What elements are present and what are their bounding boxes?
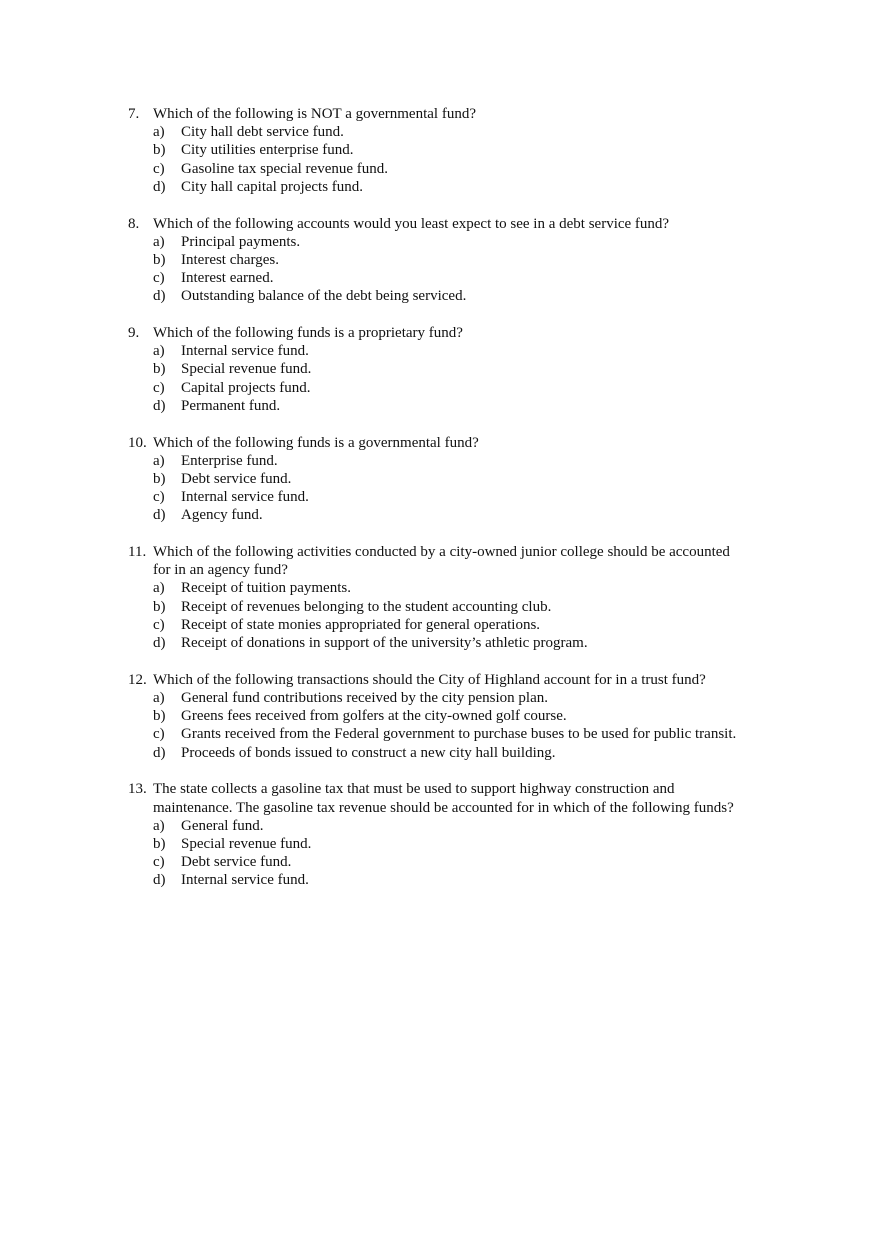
choice-letter: a) bbox=[153, 452, 165, 469]
question-text: Which of the following accounts would you least expect to see in a debt service fund? bbox=[153, 215, 670, 232]
choice-text: City utilities enterprise fund. bbox=[181, 142, 354, 159]
choice-a bbox=[153, 123, 748, 141]
choice-text: Enterprise fund. bbox=[181, 452, 278, 469]
choice-list bbox=[128, 452, 748, 525]
question-stem bbox=[128, 215, 748, 233]
choice-letter: c) bbox=[153, 489, 165, 506]
question-number: 9. bbox=[128, 325, 140, 342]
choice-text: Internal service fund. bbox=[181, 872, 309, 889]
choice-a bbox=[153, 579, 748, 597]
choice-list bbox=[128, 342, 748, 415]
question-text: Which of the following funds is a governmental fund? bbox=[153, 434, 479, 451]
choice-a bbox=[153, 452, 748, 470]
choice-letter: a) bbox=[153, 124, 165, 141]
choice-b bbox=[153, 470, 748, 488]
question-list bbox=[128, 105, 748, 908]
question-11 bbox=[128, 543, 748, 652]
choice-text: City hall capital projects fund. bbox=[181, 178, 364, 195]
choice-letter: a) bbox=[153, 817, 165, 834]
choice-d bbox=[153, 506, 748, 524]
choice-letter: d) bbox=[153, 507, 166, 524]
choice-text: Internal service fund. bbox=[181, 489, 309, 506]
question-12 bbox=[128, 671, 748, 762]
choice-letter: c) bbox=[153, 379, 165, 396]
choice-c bbox=[153, 488, 748, 506]
question-number: 10. bbox=[128, 434, 147, 451]
choice-b bbox=[153, 141, 748, 159]
choice-list bbox=[128, 579, 748, 652]
choice-letter: c) bbox=[153, 160, 165, 177]
question-text: Which of the following funds is a proprietary fund? bbox=[153, 325, 463, 342]
choice-text: City hall debt service fund. bbox=[181, 124, 344, 141]
question-text: Which of the following is NOT a governmental fund? bbox=[153, 106, 476, 122]
choice-letter: d) bbox=[153, 178, 166, 195]
choice-text: General fund contributions received by the city pension plan. bbox=[181, 689, 548, 706]
choice-text: Permanent fund. bbox=[181, 397, 281, 414]
choice-text: Special revenue fund. bbox=[181, 835, 312, 852]
question-number: 7. bbox=[128, 106, 140, 122]
question-number: 8. bbox=[128, 215, 140, 232]
choice-text: Debt service fund. bbox=[181, 854, 292, 871]
choice-letter: b) bbox=[153, 470, 166, 487]
choice-a bbox=[153, 342, 748, 360]
choice-a bbox=[153, 233, 748, 251]
choice-text: Gasoline tax special revenue fund. bbox=[181, 160, 389, 177]
choice-d bbox=[153, 871, 748, 889]
choice-list bbox=[128, 233, 748, 306]
choice-c bbox=[153, 853, 748, 871]
choice-d bbox=[153, 634, 748, 652]
choice-c bbox=[153, 379, 748, 397]
choice-list bbox=[128, 689, 748, 762]
choice-text: Interest charges. bbox=[181, 251, 280, 268]
choice-b bbox=[153, 360, 748, 378]
choice-b bbox=[153, 598, 748, 616]
choice-b bbox=[153, 707, 748, 725]
choice-text: Proceeds of bonds issued to construct a new city hall building. bbox=[181, 744, 556, 761]
question-10 bbox=[128, 434, 748, 525]
choice-letter: b) bbox=[153, 835, 166, 852]
choice-text: Debt service fund. bbox=[181, 470, 292, 487]
choice-letter: a) bbox=[153, 580, 165, 597]
choice-letter: d) bbox=[153, 744, 166, 761]
choice-d bbox=[153, 397, 748, 415]
choice-letter: d) bbox=[153, 397, 166, 414]
choice-c bbox=[153, 160, 748, 178]
choice-letter: a) bbox=[153, 233, 165, 250]
choice-text: Principal payments. bbox=[181, 233, 301, 250]
choice-d bbox=[153, 178, 748, 196]
choice-c bbox=[153, 725, 748, 743]
choice-letter: d) bbox=[153, 872, 166, 889]
choice-c bbox=[153, 616, 748, 634]
choice-text: Special revenue fund. bbox=[181, 361, 312, 378]
choice-letter: b) bbox=[153, 361, 166, 378]
choice-a bbox=[153, 689, 748, 707]
question-stem bbox=[128, 434, 748, 452]
question-number: 12. bbox=[128, 671, 147, 688]
choice-letter: c) bbox=[153, 854, 165, 871]
question-8 bbox=[128, 215, 748, 306]
choice-letter: d) bbox=[153, 635, 166, 652]
choice-a bbox=[153, 817, 748, 835]
question-number: 13. bbox=[128, 781, 147, 798]
choice-text: General fund. bbox=[181, 817, 264, 834]
choice-list bbox=[128, 817, 748, 890]
question-stem bbox=[128, 671, 748, 689]
choice-text: Receipt of donations in support of the university’s athletic program. bbox=[181, 635, 588, 652]
question-text: Which of the following activities conducted by a city-owned junior college should be accounted for in an agency fund? bbox=[153, 544, 730, 579]
choice-letter: b) bbox=[153, 598, 166, 615]
question-7 bbox=[128, 105, 748, 196]
question-stem bbox=[128, 543, 748, 579]
choice-text: Outstanding balance of the debt being serviced. bbox=[181, 288, 467, 305]
choice-letter: c) bbox=[153, 270, 165, 287]
choice-letter: a) bbox=[153, 343, 165, 360]
choice-list bbox=[128, 123, 748, 196]
question-number: 11. bbox=[128, 544, 147, 561]
choice-letter: c) bbox=[153, 726, 165, 743]
choice-letter: c) bbox=[153, 616, 165, 633]
question-9 bbox=[128, 324, 748, 415]
question-13 bbox=[128, 780, 748, 889]
question-text: Which of the following transactions should the City of Highland account for in a trust fund? bbox=[153, 671, 706, 688]
choice-letter: b) bbox=[153, 708, 166, 725]
choice-text: Greens fees received from golfers at the city-owned golf course. bbox=[181, 708, 567, 725]
choice-b bbox=[153, 251, 748, 269]
choice-d bbox=[153, 287, 748, 305]
choice-text: Agency fund. bbox=[181, 507, 263, 524]
choice-letter: d) bbox=[153, 288, 166, 305]
choice-text: Capital projects fund. bbox=[181, 379, 311, 396]
choice-letter: b) bbox=[153, 142, 166, 159]
choice-d bbox=[153, 744, 748, 762]
choice-letter: a) bbox=[153, 689, 165, 706]
choice-text: Receipt of revenues belonging to the student accounting club. bbox=[181, 598, 552, 615]
choice-b bbox=[153, 835, 748, 853]
choice-text: Receipt of tuition payments. bbox=[181, 580, 351, 597]
question-stem bbox=[128, 780, 748, 816]
choice-c bbox=[153, 269, 748, 287]
choice-text: Interest earned. bbox=[181, 270, 274, 287]
question-text: The state collects a gasoline tax that must be used to support highway construction and maintenance. The gasoline tax revenue should be accounted for in which of the following funds? bbox=[153, 781, 734, 816]
choice-text: Grants received from the Federal government to purchase buses to be used for public transit. bbox=[181, 726, 737, 743]
question-stem bbox=[128, 324, 748, 342]
question-stem bbox=[128, 105, 748, 123]
choice-text: Receipt of state monies appropriated for general operations. bbox=[181, 616, 541, 633]
choice-letter: b) bbox=[153, 251, 166, 268]
choice-text: Internal service fund. bbox=[181, 343, 309, 360]
